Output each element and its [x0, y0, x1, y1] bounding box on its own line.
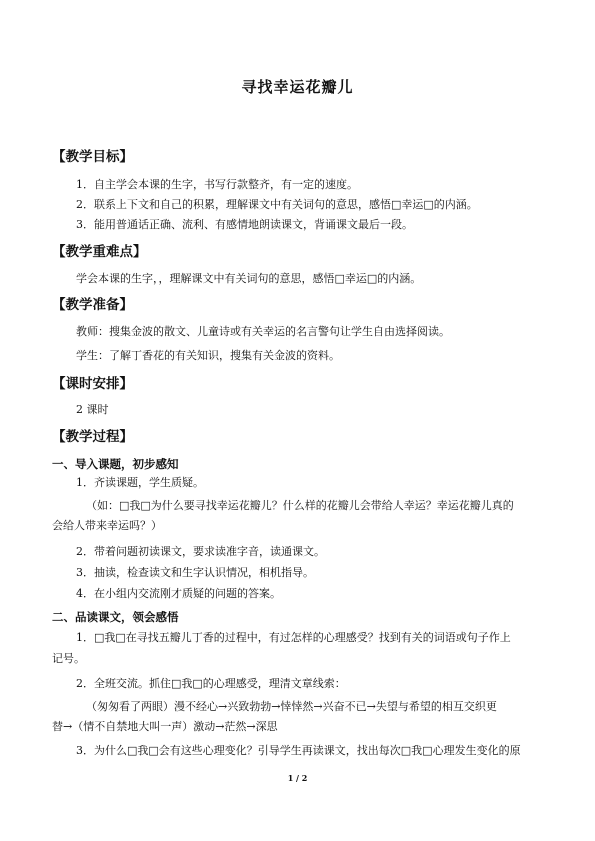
- paragraph-line: （如：□我□为什么要寻找幸运花瓣儿？什么样的花瓣儿会带给人幸运？幸运花瓣儿真的: [86, 499, 514, 512]
- paragraph-line: 学生：了解丁香花的有关知识，搜集有关金波的资料。: [76, 349, 340, 362]
- paragraph-line: 3．抽读，检查读文和生字认识情况，相机指导。: [76, 566, 314, 579]
- paragraph-line: 替→（情不自禁地大叫一声）激动→茫然→深思: [52, 720, 278, 733]
- paragraph-line: 2．联系上下文和自己的积累，理解课文中有关词句的意思，感悟□幸运□的内涵。: [76, 198, 478, 211]
- paragraph-line: 3．能用普通话正确、流利、有感情地朗读课文，背诵课文最后一段。: [76, 218, 413, 231]
- paragraph-line: 2．全班交流。抓住□我□的心理感受，理清文章线索：: [76, 677, 346, 690]
- paragraph-line: 2．带着问题初读课文，要求读准字音，读通课文。: [76, 545, 325, 558]
- paragraph-line: 记号。: [52, 652, 85, 665]
- subsection-heading: 二、品读课文，领会感悟: [52, 610, 179, 624]
- paragraph-line: 4．在小组内交流刚才质疑的问题的答案。: [76, 587, 281, 600]
- section-heading-process: 【教学过程】: [52, 429, 133, 445]
- paragraph-line: 会给人带来幸运吗？）: [52, 519, 162, 532]
- document-title: 寻找幸运花瓣儿: [241, 78, 354, 96]
- paragraph-line: 2 课时: [76, 403, 109, 416]
- section-heading-schedule: 【课时安排】: [52, 376, 133, 392]
- paragraph-line: 1．齐读课题，学生质疑。: [76, 476, 204, 489]
- page-number: 1 / 2: [287, 773, 308, 783]
- paragraph-line: 1．□我□在寻找五瓣儿丁香的过程中，有过怎样的心理感受？找到有关的词语或句子作上: [76, 631, 511, 644]
- subsection-heading: 一、导入课题，初步感知: [52, 457, 179, 471]
- paragraph-line: 学会本课的生字，，理解课文中有关词句的意思，感悟□幸运□的内涵。: [76, 272, 422, 285]
- paragraph-line: 3．为什么□我□会有这些心理变化？引导学生再读课文，找出每次□我□心理发生变化的原: [76, 744, 521, 757]
- section-heading-preparation: 【教学准备】: [52, 297, 133, 313]
- paragraph-line: 1．自主学会本课的生字，书写行款整齐，有一定的速度。: [76, 178, 358, 191]
- paragraph-line: 教师：搜集金波的散文、儿童诗或有关幸运的名言警句让学生自由选择阅读。: [76, 325, 450, 338]
- section-heading-objectives: 【教学目标】: [52, 149, 133, 165]
- paragraph-line: （匆匆看了两眼）漫不经心→兴致勃勃→悻悻然→兴奋不已→失望与希望的相互交织更: [86, 700, 497, 713]
- section-heading-key-points: 【教学重难点】: [52, 244, 147, 260]
